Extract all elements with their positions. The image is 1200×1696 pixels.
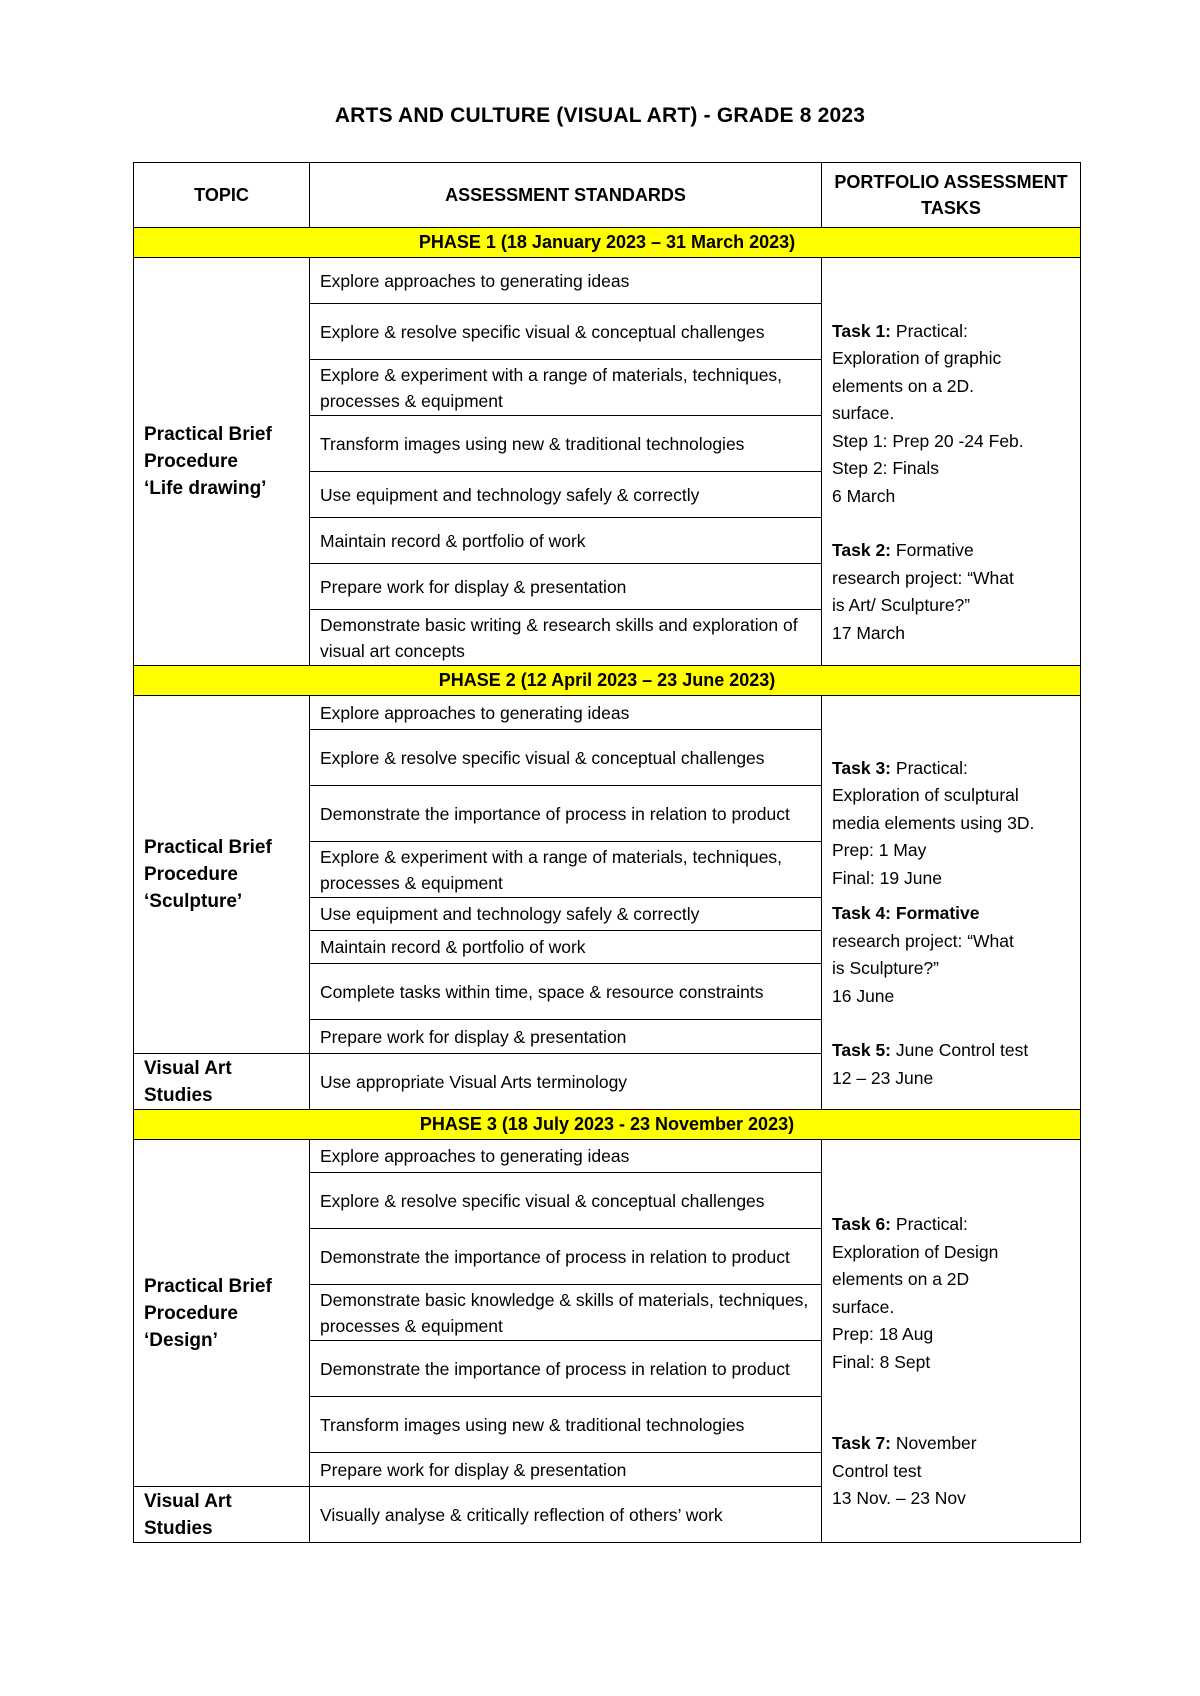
table-row	[134, 696, 1081, 730]
topic-line: Procedure	[144, 451, 238, 472]
standard-cell: Demonstrate the importance of process in relation to product	[310, 786, 822, 842]
task-line: Prep: 1 May	[832, 840, 927, 861]
table-header-row	[134, 163, 1081, 228]
standard-cell: Use equipment and technology safely & correctly	[310, 898, 822, 931]
task-2-title: Task 2:	[832, 540, 892, 561]
task-1-title: Task 1:	[832, 320, 892, 341]
standard-cell: Use equipment and technology safely & correctly	[310, 472, 822, 518]
topic-line: ‘Design’	[144, 1329, 218, 1351]
topic-line: Practical Brief	[144, 837, 272, 858]
task-3-title: Task 3:	[832, 757, 892, 778]
standard-cell: Prepare work for display & presentation	[310, 564, 822, 610]
task-line: is Art/ Sculpture?”	[832, 595, 971, 616]
task-3-desc: Practical:	[895, 757, 968, 778]
task-6-desc: Practical:	[895, 1214, 968, 1235]
task-7-desc: November	[895, 1433, 977, 1454]
topic-line: Practical Brief	[144, 424, 272, 445]
assessment-plan-table	[133, 162, 1081, 1543]
standard-cell: Demonstrate basic knowledge & skills of materials, techniques, processes & equipment	[310, 1285, 822, 1341]
task-line: Control test	[832, 1460, 922, 1481]
task-line: media elements using 3D.	[832, 812, 1035, 833]
standard-cell: Explore & experiment with a range of materials, techniques, processes & equipment	[310, 842, 822, 898]
standard-cell: Transform images using new & traditional technologies	[310, 1397, 822, 1453]
topic-line: Studies	[144, 1517, 213, 1539]
table-row	[134, 258, 1081, 304]
standard-cell: Explore approaches to generating ideas	[310, 696, 822, 730]
topic-line: Procedure	[144, 1302, 238, 1324]
task-line: is Sculpture?”	[832, 958, 939, 979]
standard-cell: Maintain record & portfolio of work	[310, 931, 822, 964]
standard-cell: Demonstrate the importance of process in relation to product	[310, 1341, 822, 1397]
task-line: 16 June	[832, 985, 895, 1006]
task-line: Step 1: Prep 20 -24 Feb.	[832, 430, 1024, 451]
phase-1-tasks	[822, 258, 1081, 666]
header-topic: TOPIC	[134, 163, 310, 228]
task-line: surface.	[832, 1296, 895, 1317]
phase-2-topic	[134, 696, 310, 1054]
task-7-title: Task 7:	[832, 1433, 892, 1454]
standard-cell: Explore approaches to generating ideas	[310, 258, 822, 304]
standard-cell: Explore approaches to generating ideas	[310, 1140, 822, 1173]
task-line: Exploration of graphic	[832, 348, 1002, 369]
standard-cell: Demonstrate basic writing & research skills and exploration of visual art concepts	[310, 610, 822, 666]
phase-3-row	[134, 1110, 1081, 1140]
task-1-desc: Practical:	[895, 320, 968, 341]
task-line: 13 Nov. – 23 Nov	[832, 1488, 966, 1509]
task-4-title: Task 4: Formative	[832, 903, 980, 924]
topic-line: Visual Art	[144, 1490, 232, 1512]
header-standards: ASSESSMENT STANDARDS	[310, 163, 822, 228]
standard-cell: Explore & resolve specific visual & conceptual challenges	[310, 1173, 822, 1229]
task-line: 12 – 23 June	[832, 1067, 934, 1088]
standard-cell: Prepare work for display & presentation	[310, 1453, 822, 1487]
table-row	[134, 1140, 1081, 1173]
task-line: surface.	[832, 403, 895, 424]
phase-3-tasks	[822, 1140, 1081, 1543]
standard-cell: Visually analyse & critically reflection of others’ work	[310, 1487, 822, 1543]
task-line: 6 March	[832, 485, 896, 506]
standard-cell: Use appropriate Visual Arts terminology	[310, 1054, 822, 1110]
task-2-desc: Formative	[895, 540, 974, 561]
task-line: elements on a 2D.	[832, 375, 975, 396]
document-title: ARTS AND CULTURE (VISUAL ART) - GRADE 8 2023	[334, 104, 866, 127]
header-tasks: PORTFOLIO ASSESSMENT TASKS	[822, 163, 1081, 228]
standard-cell: Maintain record & portfolio of work	[310, 518, 822, 564]
standard-cell: Demonstrate the importance of process in relation to product	[310, 1229, 822, 1285]
standard-cell: Explore & resolve specific visual & conceptual challenges	[310, 730, 822, 786]
task-line: research project: “What	[832, 567, 1014, 588]
phase-2-row	[134, 666, 1081, 696]
task-5-title: Task 5:	[832, 1040, 892, 1061]
topic-line: Visual Art	[144, 1057, 232, 1079]
phase-3-studies-topic	[134, 1487, 310, 1543]
topic-line: Studies	[144, 1084, 213, 1106]
task-line: Final: 8 Sept	[832, 1351, 931, 1372]
standard-cell: Prepare work for display & presentation	[310, 1020, 822, 1054]
standard-cell: Explore & resolve specific visual & conceptual challenges	[310, 304, 822, 360]
topic-line: Practical Brief	[144, 1275, 272, 1297]
task-line: research project: “What	[832, 930, 1014, 951]
topic-line: ‘Life drawing’	[144, 478, 267, 499]
task-line: Step 2: Finals	[832, 458, 939, 479]
task-5-desc: June Control test	[895, 1040, 1029, 1061]
task-line: Exploration of sculptural	[832, 785, 1019, 806]
task-line: Prep: 18 Aug	[832, 1324, 934, 1345]
standard-cell: Complete tasks within time, space & resource constraints	[310, 964, 822, 1020]
phase-3-topic	[134, 1140, 310, 1487]
task-6-title: Task 6:	[832, 1214, 892, 1235]
topic-line: ‘Sculpture’	[144, 891, 243, 912]
task-line: 17 March	[832, 622, 905, 643]
task-line: elements on a 2D	[832, 1269, 970, 1290]
phase-1-label: PHASE 1 (18 January 2023 – 31 March 2023)	[134, 228, 1081, 258]
phase-1-topic	[134, 258, 310, 666]
phase-2-tasks	[822, 696, 1081, 1110]
phase-3-label: PHASE 3 (18 July 2023 - 23 November 2023)	[134, 1110, 1081, 1140]
phase-2-label: PHASE 2 (12 April 2023 – 23 June 2023)	[134, 666, 1081, 696]
task-line: Final: 19 June	[832, 867, 942, 888]
phase-1-row	[134, 228, 1081, 258]
standard-cell: Transform images using new & traditional technologies	[310, 416, 822, 472]
standard-cell: Explore & experiment with a range of materials, techniques, processes & equipment	[310, 360, 822, 416]
task-line: Exploration of Design	[832, 1241, 999, 1262]
topic-line: Procedure	[144, 864, 238, 885]
phase-2-studies-topic	[134, 1054, 310, 1110]
